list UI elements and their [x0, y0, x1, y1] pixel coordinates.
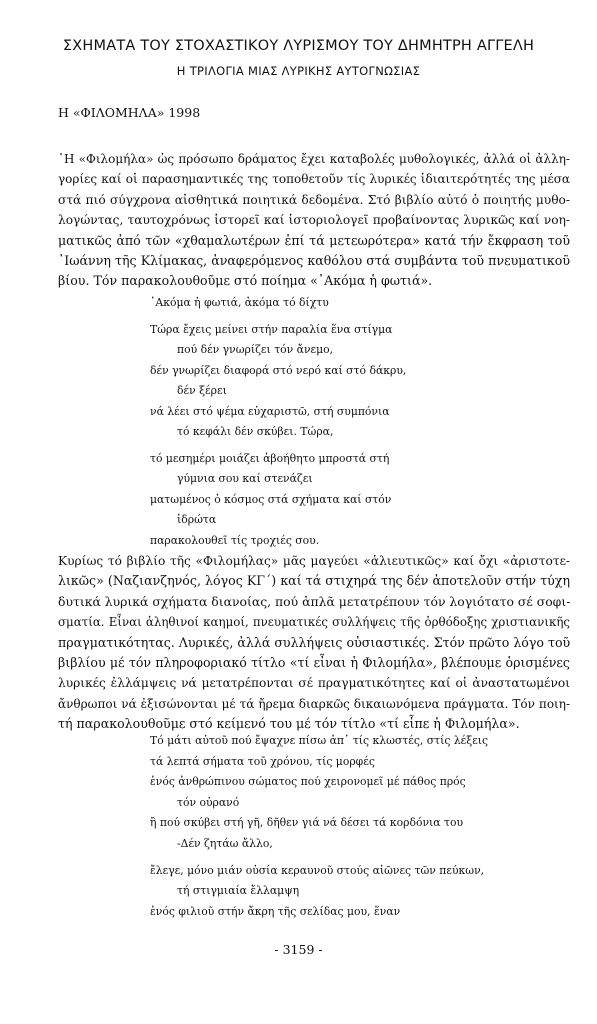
text-line: λικῶς» (Ναζιανζηνός, λόγος ΚΓ΄) καί τά στιχηρά της δέν ἀποτελοῦν στήν τύχη [58, 573, 570, 589]
poem-line: ᾿Ακόμα ἡ φωτιά, ἀκόμα τό δίχτυ [150, 296, 329, 309]
poem-line: νά λέει στό ψέμα εὐχαριστῶ, στή συμπόνια [150, 405, 390, 418]
poem-line: τά λεπτά σήματα τοῦ χρόνου, τίς μορφές [150, 755, 375, 768]
text-line: γορίες καί οἱ παρασημαντικές της τοποθετοῦν τίς λυρικές ἰδιαιτερότητές της μέσα [58, 172, 570, 187]
text-line: στά πιό σύγχρονα αἰσθητικά ποιητικά δεδομένα. Στό βιβλίο αὐτό ὁ ποιητής μυθο- [58, 192, 570, 207]
section-heading: Η «ΦΙΛΟΜΗΛΑ» 1998 [58, 105, 201, 120]
book-subtitle: Η ΤΡΙΛΟΓΙΑ ΜΙΑΣ ΛΥΡΙΚΗΣ ΑΥΤΟΓΝΩΣΙΑΣ [176, 64, 421, 78]
text-line: τή παρακολουθοῦμε στό κείμενό του μέ τόν τίτλο «τί εἶπε ἡ Φιλομήλα». [58, 716, 520, 732]
paragraph-2 [58, 551, 570, 735]
poem-line: πού δέν γνωρίζει τόν ἄνεμο, [177, 343, 334, 356]
text-line: βίου. Τόν παρακολουθοῦμε στό ποίημα «᾿Ακόμα ἡ φωτιά». [58, 273, 433, 289]
text-line: ᾿Ιωάννη τῆς Κλίμακας, ἀναφερόμενος καθόλου στά συμβάντα τοῦ πνευματικοῦ [58, 253, 570, 269]
poem-line: Τό μάτι αὐτοῦ πού ἔψαχνε πίσω ἀπ᾿ τίς κλωστές, στίς λέξεις [150, 734, 489, 747]
text-line: ματικῶς ἀπό τῶν «χθαμαλωτέρων ἐπί τά μετεωρότερα» κατά τήν ἔκφραση τοῦ [58, 232, 570, 248]
poem-line: δέν γνωρίζει διαφορά στό νερό καί στό δάκρυ, [150, 364, 407, 377]
text-line: λογώντας, ταυτοχρόνως ἱστορεῖ καί ἱστοριολογεῖ προβαίνοντας λυρικῶς καί νοη- [58, 213, 570, 228]
poem-line: ἑνός ἀνθρώπινου σώματος πού χειρονομεῖ μέ πάθος πρός [150, 775, 466, 788]
text-line: Κυρίως τό βιβλίο τῆς «Φιλομήλας» μᾶς μαγεύει «ἁλιευτικῶς» καί ὄχι «ἀριστοτε- [58, 554, 570, 568]
poem-line: γύμνια σου καί στενάζει [177, 472, 313, 485]
text-line: δυτικά λυρικά σχήματα διανοίας, πού ἁπλᾶ μετατρέπουν τόν λογιότατο σέ σοφι- [58, 593, 571, 609]
book-title: ΣΧΗΜΑΤΑ ΤΟΥ ΣΤΟΧΑΣΤΙΚΟΥ ΛΥΡΙΣΜΟΥ ΤΟΥ ΔΗΜΗΤΡΗ ΑΓΓΕΛΗ [62, 38, 535, 54]
poem-line: Τώρα ἔχεις μείνει στήν παραλία ἕνα στίγμα [150, 323, 393, 336]
poem-line: ἑνός φιλιοῦ στήν ἄκρη τῆς σελίδας μου, ἕναν [150, 905, 401, 918]
poem-line: ἔλεγε, μόνο μιάν οὐσία κεραυνοῦ στούς αἰῶνες τῶν πεύκων, [150, 864, 485, 877]
poem-line: τή στιγμιαία ἔλλαμψη [177, 884, 300, 897]
paragraph-1 [58, 149, 570, 292]
poem-line: τόν οὐρανό [177, 796, 240, 809]
poem-line: τό κεφάλι δέν σκύβει. Τώρα, [177, 425, 334, 438]
poem-line: ματωμένος ὁ κόσμος στά σχήματα καί στόν [150, 493, 392, 506]
page-number: - 3159 - [274, 942, 323, 957]
poem-line: τό μεσημέρι μοιάζει ἀβοήθητο μπροστά στή [150, 452, 390, 465]
text-line: λυρικές ἐλλάμψεις νά μετατρέπονται σέ πραγματικότητες καί οἱ ἀναστατωμένοι [58, 676, 570, 691]
poem-line: δέν ξέρει [177, 384, 227, 397]
poem-line: -Δέν ζητάω ἄλλο, [177, 837, 273, 850]
text-line: ῾Η «Φιλομήλα» ὡς πρόσωπο δράματος ἔχει καταβολές μυθολογικές, ἀλλά οἱ ἀλλη- [58, 152, 570, 166]
text-line: πραγματικότητας. Λυρικές, ἀλλά συλλήψεις οὐσιαστικές. Στόν πρῶτο λόγο τοῦ [58, 634, 571, 650]
text-line: σματία. Εἶναι ἀληθινοί καημοί, πνευματικές συλλήψεις τῆς ὀρθόδοξης χριστιανικῆς [58, 615, 570, 630]
poem-line: ἱδρώτα [177, 513, 217, 526]
poem-line: παρακολουθεῖ τίς τροχιές σου. [150, 534, 320, 547]
text-line: βιβλίου μέ τόν πληροφοριακό τίτλο «τί εἶναι ἡ Φιλομήλα», βλέπουμε ὁρισμένες [58, 655, 570, 671]
text-line: ἄνθρωποι νά ἐξισώνονται μέ τά ἤρεμα διαρκῶς δικαιωνόμενα πράγματα. Τόν ποιη- [58, 696, 570, 711]
poem-line: ἢ πού σκύβει στή γῆ, δῆθεν γιά νά δέσει τά κορδόνια του [150, 816, 464, 829]
